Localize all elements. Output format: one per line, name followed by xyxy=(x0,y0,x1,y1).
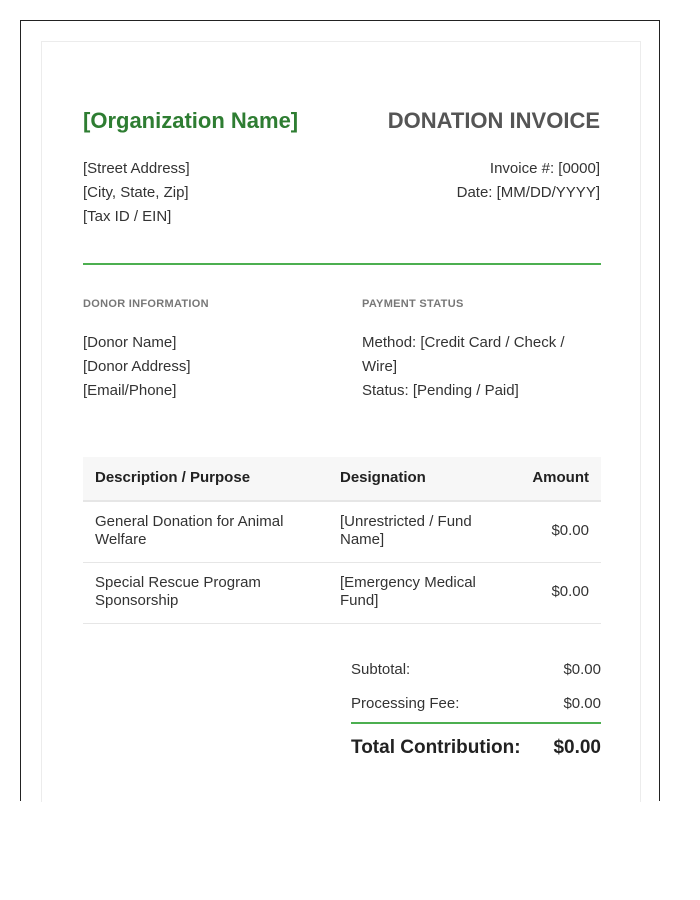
total-row xyxy=(351,724,601,764)
header-divider xyxy=(83,263,601,265)
processing-fee-label: Processing Fee: xyxy=(351,695,460,712)
subtotal-label: Subtotal: xyxy=(351,661,411,678)
processing-fee-row xyxy=(351,695,601,722)
document-frame xyxy=(20,20,660,801)
table-row xyxy=(83,502,601,563)
summary-block xyxy=(351,661,601,764)
organization-name: [Organization Name] xyxy=(83,108,299,133)
total-value: $0.00 xyxy=(553,737,601,758)
invoice-date: Date: [MM/DD/YYYY] xyxy=(456,184,600,201)
row-designation: [Emergency Medical Fund] xyxy=(340,574,476,609)
payment-method: Method: [Credit Card / Check / Wire] xyxy=(362,334,565,375)
row-designation: [Unrestricted / Fund Name] xyxy=(340,513,472,548)
column-header-description: Description / Purpose xyxy=(95,469,251,486)
invoice-number: Invoice #: [0000] xyxy=(489,160,600,177)
donor-section-label: DONOR INFORMATION xyxy=(83,298,209,310)
row-description: Special Rescue Program Sponsorship xyxy=(95,574,261,609)
subtotal-row xyxy=(351,661,601,695)
invoice-sheet xyxy=(41,41,641,802)
donor-address: [Donor Address] xyxy=(83,358,191,375)
address-tax-id: [Tax ID / EIN] xyxy=(83,208,172,225)
column-header-designation: Designation xyxy=(340,469,426,486)
row-description: General Donation for Animal Welfare xyxy=(95,513,284,548)
table-header xyxy=(83,457,601,502)
payment-status: Status: [Pending / Paid] xyxy=(362,382,519,399)
row-amount: $0.00 xyxy=(551,583,589,600)
document-title: DONATION INVOICE xyxy=(387,108,600,133)
payment-section-label: PAYMENT STATUS xyxy=(362,298,464,310)
address-street: [Street Address] xyxy=(83,160,190,177)
subtotal-value: $0.00 xyxy=(563,661,601,678)
payment-info xyxy=(362,331,602,403)
donor-contact: [Email/Phone] xyxy=(83,382,177,399)
donor-info xyxy=(83,331,191,403)
total-label: Total Contribution: xyxy=(351,737,521,758)
processing-fee-value: $0.00 xyxy=(563,695,601,712)
donation-table xyxy=(83,457,601,624)
row-amount: $0.00 xyxy=(551,522,589,539)
address-city: [City, State, Zip] xyxy=(83,184,189,201)
column-header-amount: Amount xyxy=(532,469,589,486)
organization-address xyxy=(83,157,190,229)
invoice-meta xyxy=(457,157,600,205)
table-row xyxy=(83,563,601,624)
donor-name: [Donor Name] xyxy=(83,334,177,351)
